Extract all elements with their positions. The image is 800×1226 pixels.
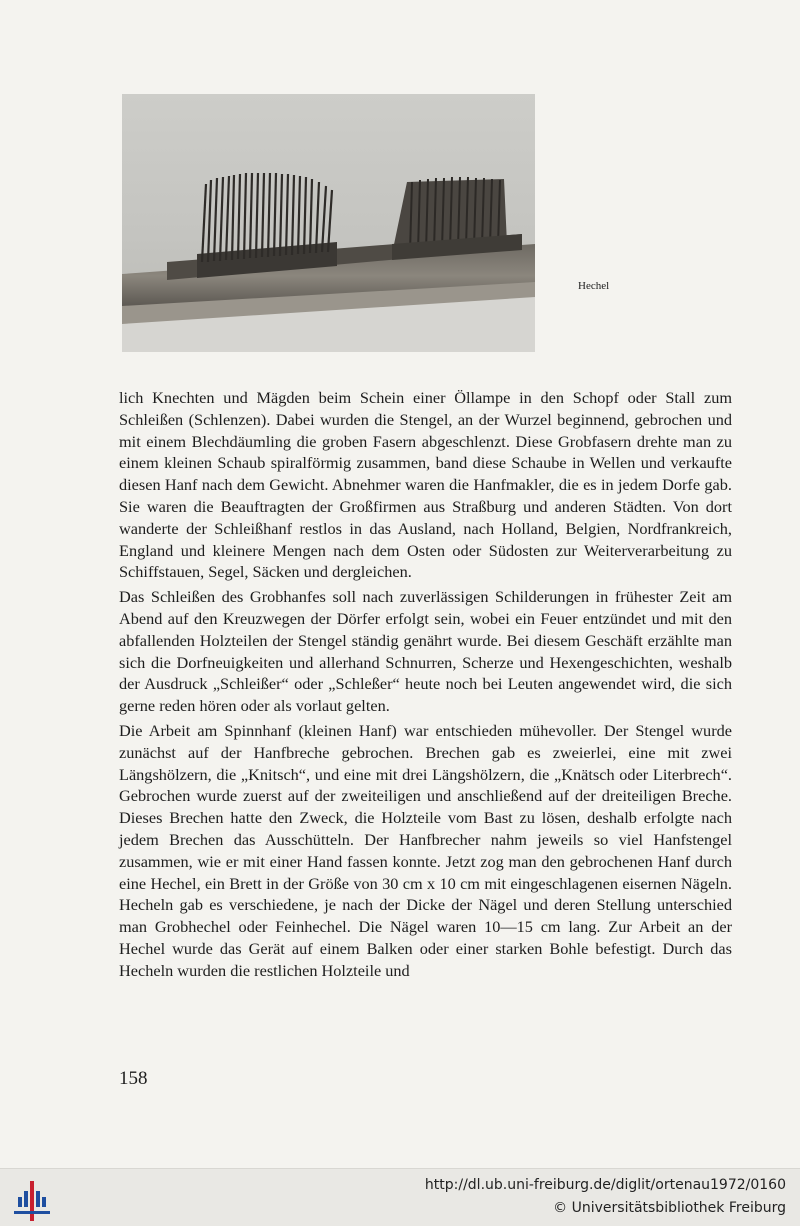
paragraph-2: Das Schleißen des Grobhanfes soll nach zuverlässigen Schilderungen in frühester Zeit am Abend auf den Kreuzwegen der Dörfer erfolgt sein, wobei ein Feuer entzündet und mit den abfallenden Holzteilen der Stengel ständig genährt wurde. Bei diesem Geschäft erzählte man sich die Dorfneuigkeiten und allerhand Schnurren, Scherze und Hexengeschichten, weshalb der Ausdruck „Schleißer“ oder „Schleßer“ heute noch bei Leuten angewendet wird, die sich gerne reden hören oder als vorlaut gelten. [119,587,732,716]
viewer-footer [0,1168,800,1226]
page-number: 158 [119,1068,148,1089]
body-text [119,387,732,985]
paragraph-1: lich Knechten und Mägden beim Schein einer Öllampe in den Schopf oder Stall zum Schleißen (Schlenzen). Dabei wurden die Stengel, an der Wurzel beginnend, gebrochen und mit einem Blechdäumling die groben Fasern abgeschlenzt. Diese Grobfasern drehte man zu einem kleinen Schaub spiralförmig zusammen, band diese Schaube in Wellen und verkaufte diesen Hanf nach dem Gewicht. Abnehmer waren die Hanfmakler, die es in jedem Dorfe gab. Sie waren die Beauftragten der Großfirmen aus Straßburg und anderen Städten. Von dort wanderte der Schleißhanf restlos in das Ausland, nach Holland, Belgien, Nordfrankreich, England und kleinere Mengen nach dem Osten oder Südosten zur Weiterverarbeitung zu Schiffstauen, Segel, Säcken und dergleichen. [119,388,732,582]
source-url-link[interactable]: http://dl.ub.uni-freiburg.de/diglit/ortenau1972/0160 [424,1177,786,1193]
copyright-text: © Universitätsbibliothek Freiburg [553,1200,786,1216]
hechel-photo-image [122,94,535,352]
hechel-photo [122,94,535,352]
paragraph-3: Die Arbeit am Spinnhanf (kleinen Hanf) war entschieden mühevoller. Der Stengel wurde zunächst auf der Hanfbreche gebrochen. Brechen gab es zweierlei, eine mit zwei Längshölzern, die „Knitsch“, und eine mit drei Längshölzern, die „Knätsch oder Literbrech“. Gebrochen wurde zuerst auf der zweiteiligen und anschließend auf der dreiteiligen Breche. Dieses Brechen hatte den Zweck, die Holzteile vom Bast zu lösen, deshalb erfolgte nach jedem Brechen das Ausschütteln. Der Hanfbrecher nahm jeweils so viel Hanfstengel zusammen, wie er mit einer Hand fassen konnte. Jetzt zog man den gebrochenen Hanf durch eine Hechel, ein Brett in der Größe von 30 cm x 10 cm mit eingeschlagenen eisernen Nägeln. Hecheln gab es verschiedene, je nach der Dicke der Nägel und deren Stellung unterschied man Grobhechel oder Feinhechel. Die Nägel waren 10—15 cm lang. Zur Arbeit an der Hechel wurde das Gerät auf einem Balken oder einer starken Bohle befestigt. Durch das Hecheln wurden die restlichen Holzteile und [119,720,732,980]
figure-caption: Hechel [578,280,610,292]
ub-freiburg-logo-icon [14,1179,50,1223]
